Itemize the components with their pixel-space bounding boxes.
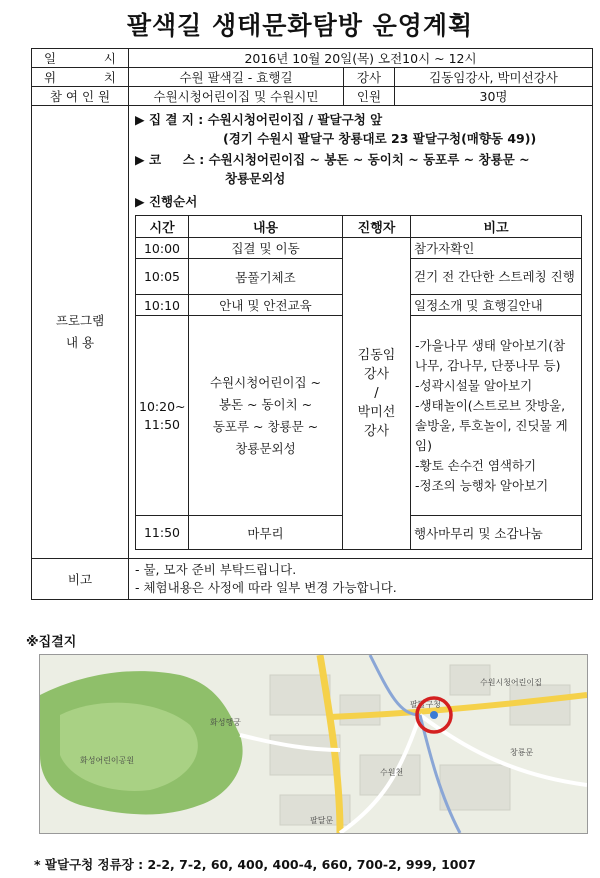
table-row <box>136 238 582 259</box>
schedule-header <box>136 216 582 238</box>
row-content: 수원시청어린이집 ~ 봉돈 ~ 동이치 ~ 동포루 ~ 창룡문 ~ 창룡문외성 <box>189 316 343 516</box>
map-label-changryong: 창룡문 <box>510 748 534 757</box>
course <box>135 150 586 169</box>
remark-line: - 체험내용은 사정에 따라 일부 변경 가능합니다. <box>135 580 397 595</box>
instructor-label: 강사 <box>344 68 395 87</box>
header-time: 시간 <box>136 216 189 238</box>
meeting-detail: (경기 수원시 팔달구 창룡대로 23 팔달구청(매향동 49)) <box>223 131 537 146</box>
map-section-label: ※집결지 <box>26 635 77 650</box>
row-note: 일정소개 및 효행길안내 <box>411 295 582 316</box>
map-graphic <box>40 655 587 833</box>
row-note: 행사마무리 및 소감나눔 <box>411 516 582 550</box>
leader-cell: 김동임 강사 / 박미선 강사 <box>343 238 411 550</box>
course-detail-line <box>135 169 586 188</box>
row-content: 안내 및 안전교육 <box>189 295 343 316</box>
map-label-park: 화성어린이공원 <box>80 756 135 765</box>
map-label-palgu: 팔달구청 <box>410 700 441 709</box>
remark-line: - 물, 모자 준비 부탁드립니다. <box>135 562 297 577</box>
schedule-table <box>135 215 582 550</box>
document-title: 팔색길 생태문화탐방 운영계획 <box>126 11 474 40</box>
place-row <box>32 68 593 87</box>
date-value: 2016년 10월 20일(목) 오전10시 ~ 12시 <box>129 49 593 68</box>
row-time: 10:05 <box>136 259 189 295</box>
row-content: 몸풀기체조 <box>189 259 343 295</box>
place-label-char2: 치 <box>103 70 116 85</box>
participants-row <box>32 87 593 106</box>
participants-label: 참 여 인 원 <box>32 87 129 106</box>
place-label <box>32 68 129 87</box>
row-time: 11:50 <box>136 516 189 550</box>
course-key: ▶ 코 스 : <box>135 152 205 167</box>
program-content <box>129 106 593 559</box>
meeting-value: 수원시청어린이집 / 팔달구청 앞 <box>207 112 383 127</box>
header-content: 내용 <box>189 216 343 238</box>
place-label-char1: 위 <box>44 70 57 85</box>
participants-value: 수원시청어린이집 및 수원시민 <box>129 87 344 106</box>
row-content: 집결 및 이동 <box>189 238 343 259</box>
program-label <box>32 106 129 559</box>
row-time: 10:10 <box>136 295 189 316</box>
count-value: 30명 <box>395 87 593 106</box>
date-row <box>32 49 593 68</box>
row-content: 마무리 <box>189 516 343 550</box>
pin-icon <box>430 711 438 719</box>
date-label-char2: 시 <box>103 51 116 66</box>
program-row <box>32 106 593 559</box>
row-note: 걷기 전 간단한 스트레칭 진행 <box>411 259 582 295</box>
place-value: 수원 팔색길 - 효행길 <box>129 68 344 87</box>
date-label-char1: 일 <box>44 51 57 66</box>
map-label-stream: 수원천 <box>380 768 404 777</box>
remarks-label: 비고 <box>32 559 129 600</box>
instructor-value: 김동임강사, 박미선강사 <box>395 68 593 87</box>
bus-stop-info: * 팔달구청 정류장 : 2-2, 7-2, 60, 400, 400-4, 660, 700-2, 999, 1007 <box>34 857 476 872</box>
remarks-content <box>129 559 593 600</box>
map-label-daycare: 수원시청어린이집 <box>480 678 542 687</box>
map-label-paldalmun: 팔달문 <box>310 816 334 825</box>
order-title: ▶ 진행순서 <box>135 194 198 209</box>
location-map[interactable] <box>39 654 588 834</box>
row-time: 10:20~ 11:50 <box>136 316 189 516</box>
program-label-line2: 내 용 <box>65 335 95 350</box>
date-label <box>32 49 129 68</box>
course-value: 수원시청어린이집 ~ 봉돈 ~ 동이치 ~ 동포루 ~ 창룡문 ~ <box>208 152 530 167</box>
course-value2: 창룡문외성 <box>225 171 286 186</box>
meeting-detail-line <box>135 129 586 148</box>
plan-table <box>31 48 593 600</box>
header-note: 비고 <box>411 216 582 238</box>
header-leader: 진행자 <box>343 216 411 238</box>
remarks-row <box>32 559 593 600</box>
meeting-point <box>135 110 586 129</box>
meeting-key: ▶ 집 결 지 : <box>135 112 204 127</box>
count-label: 인원 <box>344 87 395 106</box>
map-label-haenggung: 화성행궁 <box>210 718 241 727</box>
program-label-line1: 프로그램 <box>55 313 105 328</box>
row-note: 참가자확인 <box>411 238 582 259</box>
row-time: 10:00 <box>136 238 189 259</box>
row-note: -가을나무 생태 알아보기(참나무, 감나무, 단풍나무 등) -성곽시설물 알아보기 -생태놀이(스트로브 잣방울, 솔방울, 투호놀이, 진딧물 게임) -황토 손수건 염색하기 -정조의 능행차 알아보기 <box>411 316 582 516</box>
